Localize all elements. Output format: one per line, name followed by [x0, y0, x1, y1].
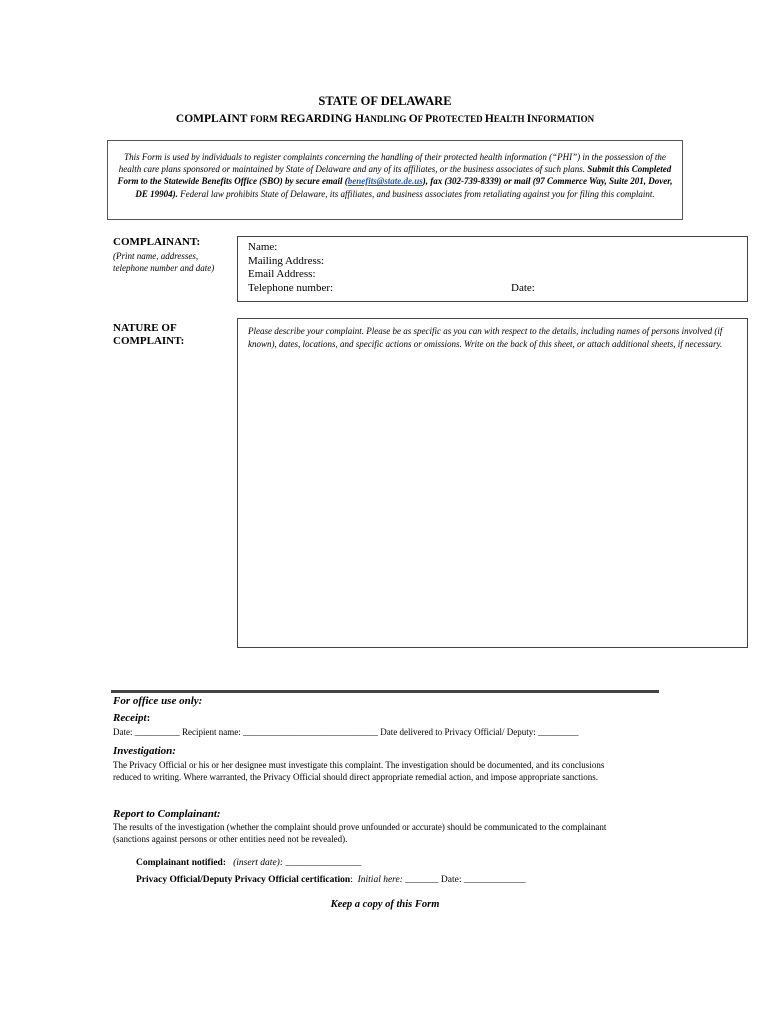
instructions-text: This Form is used by individuals to register complaints concerning the handling of their protected health information (“PHI”) in the possession of the health care plans sponsored or maintained by State of Delaware and any of its affiliates, or the business associates of such plans.: [118, 152, 666, 175]
submit-address: ), fax (302-739-8339) or mail (97 Commerce Way, Suite 201, Dover, DE 19904).: [135, 176, 673, 199]
email-link[interactable]: benefits@state.de.us: [347, 176, 423, 187]
complainant-hint: (Print name, addresses, telephone number and date): [113, 251, 215, 273]
submit-instructions: Submit this Completed Form to the Statewide Benefits Office (SBO) by secure email (: [117, 164, 672, 187]
investigation-text: The Privacy Official or his or her designee must investigate this complaint. The investigation should be documented, and its conclusions reduced to writing. Where warranted, the Privacy Official should direct appropriate remedial action, and impose appropriate sanctions.: [113, 760, 605, 783]
office-use-heading: For office use only:: [113, 695, 203, 707]
complainant-box[interactable]: [237, 236, 748, 302]
report-heading: Report to Complainant:: [113, 808, 221, 820]
office-divider: [111, 690, 659, 693]
nature-label: NATURE OF COMPLAINT:: [113, 322, 185, 347]
keep-copy-note: Keep a copy of this Form: [330, 899, 440, 910]
complaint-instructions: Please describe your complaint. Please be as specific as you can with respect to the details, including names of persons involved (if known), dates, locations, and specific actions or omissions. Write on the back of this sheet, or attach additional sheets, if necessary.: [248, 326, 723, 349]
telephone-label: Telephone number:: [248, 281, 334, 294]
receipt-heading: Receipt:: [113, 712, 151, 724]
date-label: Date:: [511, 281, 535, 294]
complainant-notified-line: Complainant notified: (insert date): ________________: [136, 858, 362, 868]
complaint-description-box[interactable]: [237, 318, 748, 648]
form-subtitle: COMPLAINT FORM REGARDING HANDLING OF PROTECTED HEALTH INFORMATION: [175, 113, 595, 125]
complainant-label: COMPLAINANT:: [113, 236, 201, 248]
name-field-label: Name:: [248, 241, 278, 253]
form-title: STATE OF DELAWARE: [318, 94, 452, 108]
instructions-box: [107, 140, 683, 220]
investigation-heading: Investigation:: [113, 745, 176, 757]
receipt-line: Date: __________ Recipient name: ______________________________ Date delivered to Privacy Official/ Deputy: _________: [113, 727, 579, 737]
certification-line: Privacy Official/Deputy Privacy Official certification: Initial here: _______ Date: _____________: [136, 875, 526, 885]
email-address-label: Email Address:: [248, 268, 316, 281]
retaliation-text: Federal law prohibits State of Delaware, its affiliates, and business associates from retaliating against you for filing this complaint.: [177, 188, 655, 199]
mailing-address-label: Mailing Address:: [248, 254, 325, 267]
report-text: The results of the investigation (whether the complaint should prove unfounded or accurate) should be communicated to the complainant (sanctions against persons or other entities need not be revealed).: [113, 822, 607, 845]
